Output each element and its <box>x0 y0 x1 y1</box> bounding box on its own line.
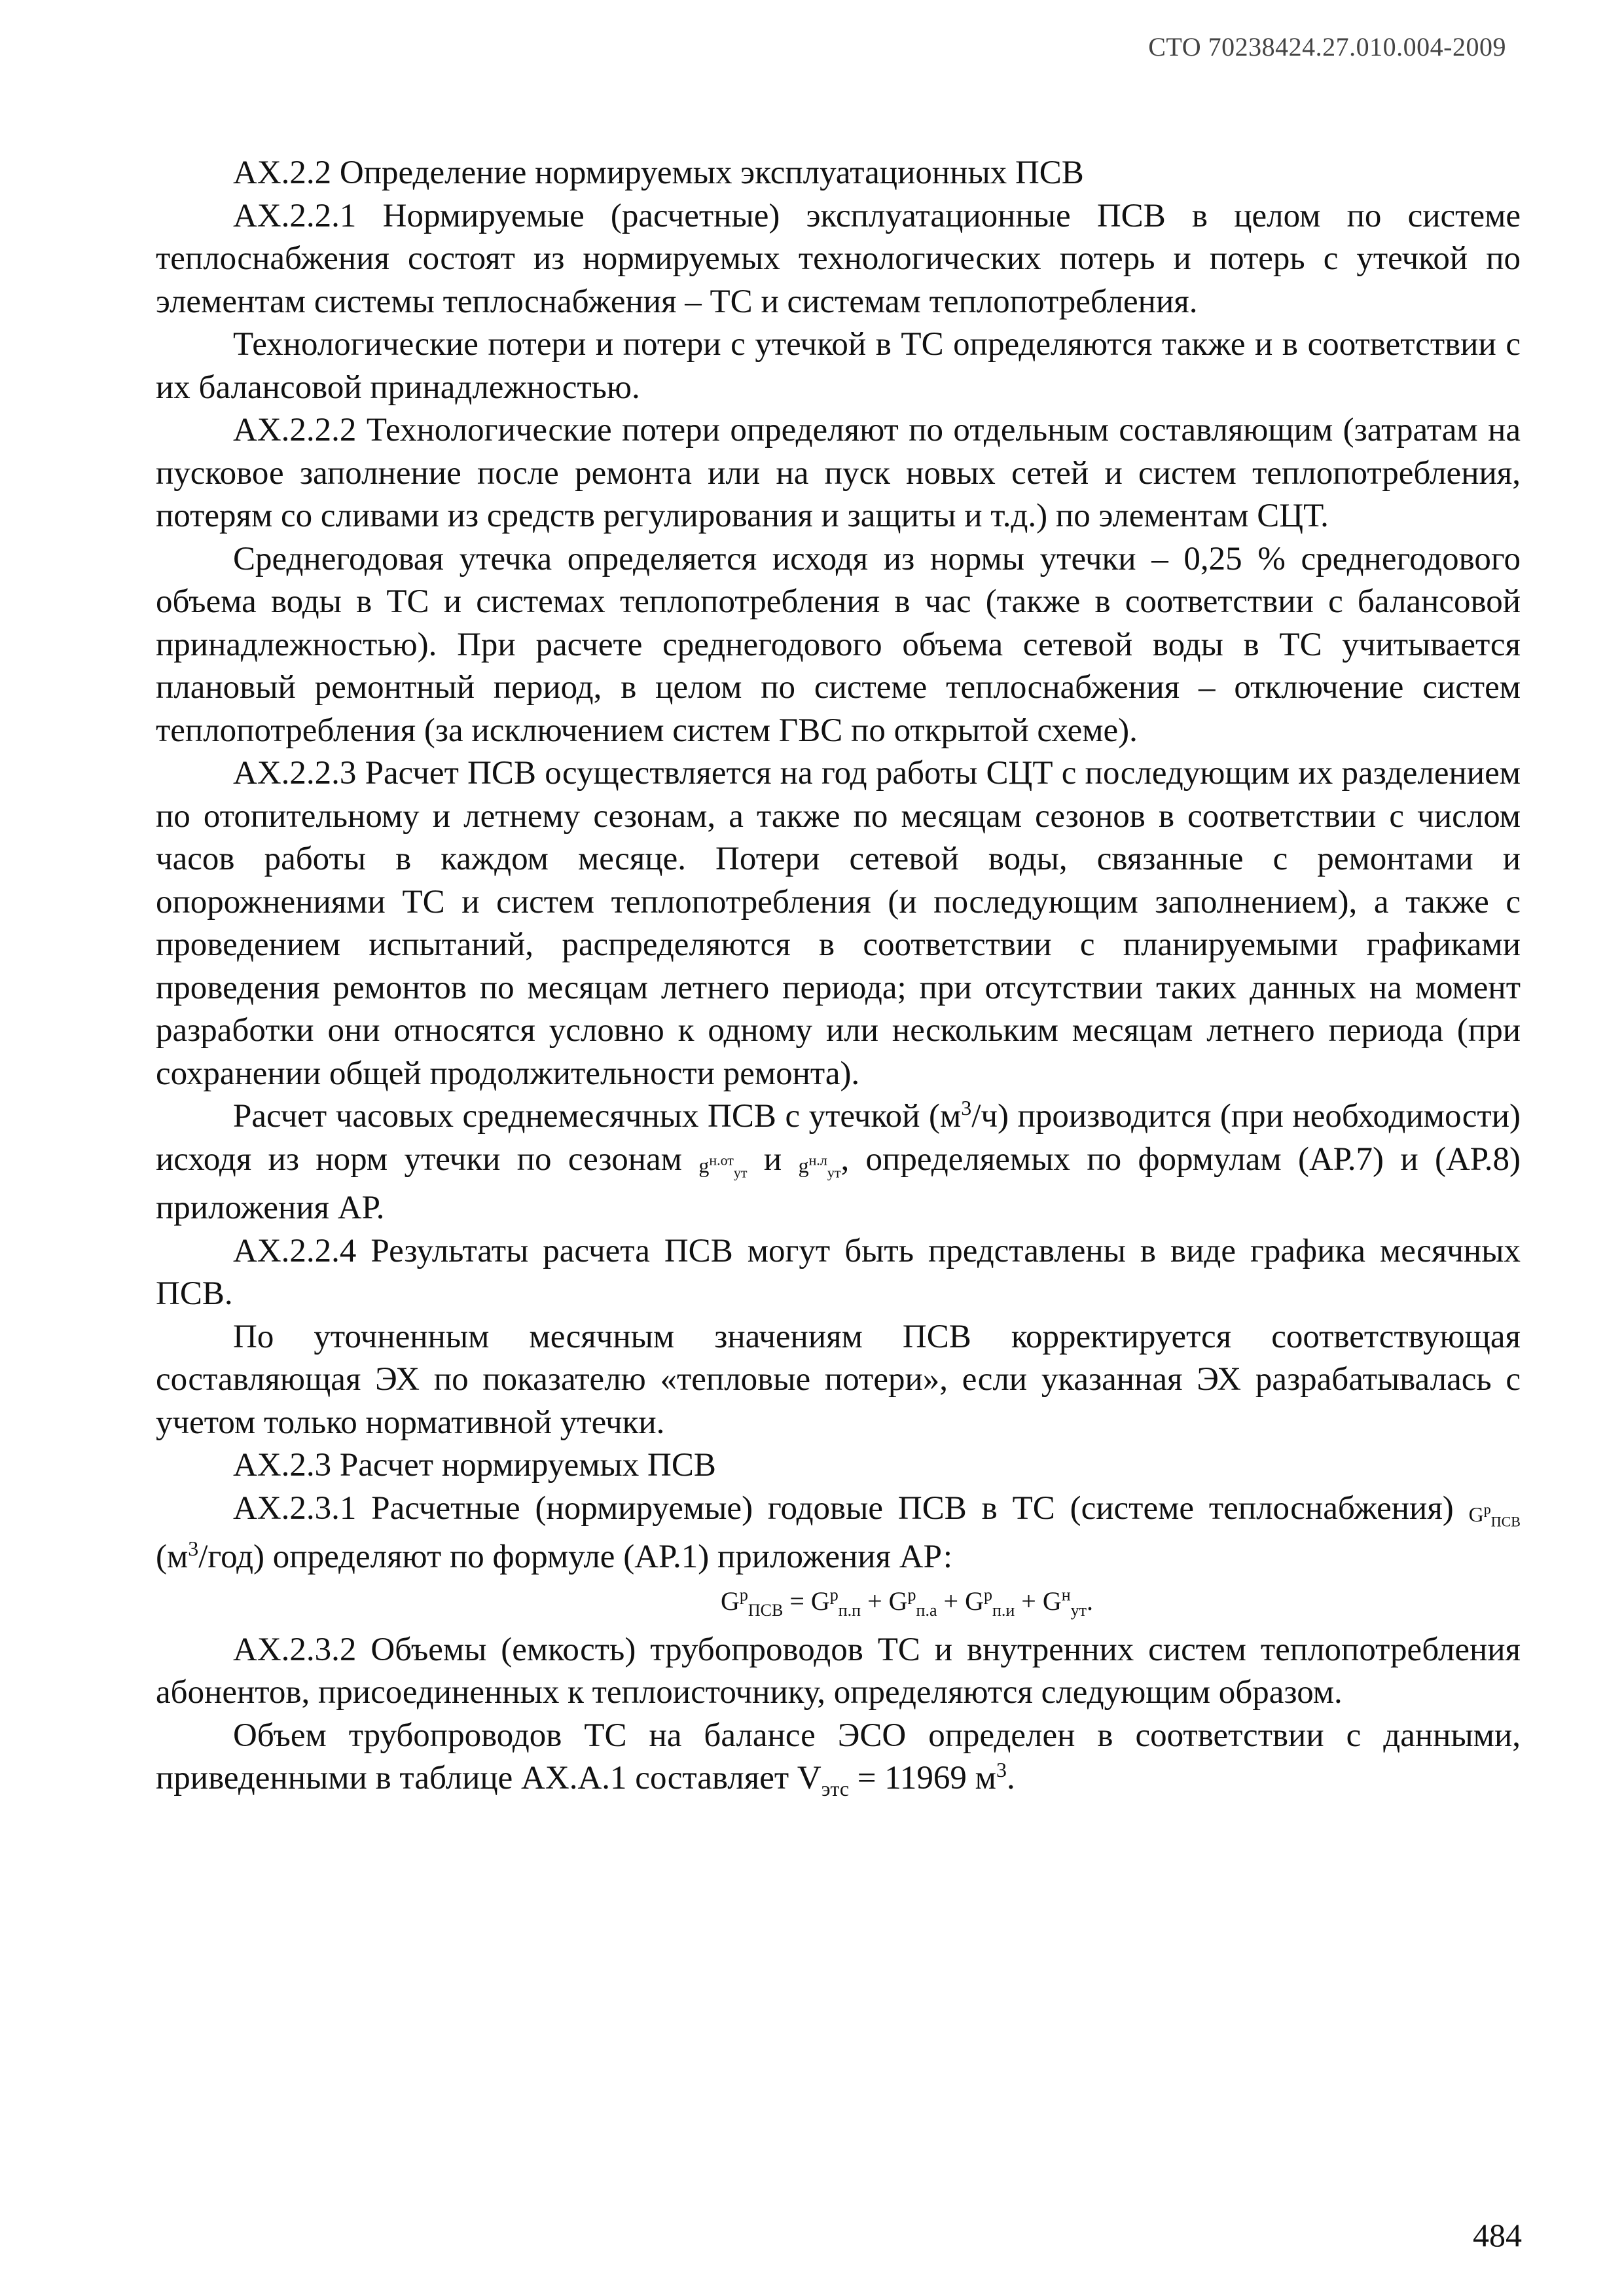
paragraph-annual-losses: АХ.2.3.1 Расчетные (нормируемые) годовые ПСВ в ТС (системе теплоснабжения) $G^р_{ПСВ}$ $(м^3/год)$ определяют по формуле (АР.1) приложения АР: <box>156 1489 1521 1575</box>
paragraph: АХ.2.2.2 Технологические потери определяют по отдельным составляющим (затратам на пусковое заполнение после ремонта или на пуск новых сетей и систем теплопотребления, потерям со сливами из средств регулирования и защиты и т.д.) по элементам СЦТ. <box>156 412 1521 534</box>
paragraph: АХ.2.2.1 Нормируемые (расчетные) эксплуатационные ПСВ в целом по системе теплоснабжения состоят из нормируемых технологических потерь и потерь с утечкой по элементам системы теплоснабжения – ТС и системам теплопотребления. <box>156 197 1521 320</box>
page-number: 484 <box>1473 2217 1522 2253</box>
paragraph: АХ.2.2.3 Расчет ПСВ осуществляется на год работы СЦТ с последующим их разделением по отопительному и летнему сезонам, а также по месяцам сезонов в соответствии с числом часов работы в каждом месяце. Потери сетевой воды, связанные с ремонтами и опорожнениями ТС и систем теплопотребления (и последующим заполнением), а также с проведением испытаний, распределяются в соответствии с планируемыми графиками проведения ремонтов по месяцам летнего периода; при отсутствии таких данных на момент разработки они относятся условно к одному или нескольким месяцам летнего периода (при сохранении общей продолжительности ремонта). <box>156 755 1521 1092</box>
section-heading: АХ.2.3 Расчет нормируемых ПСВ <box>233 1447 716 1484</box>
paragraph: АХ.2.2.4 Результаты расчета ПСВ могут быть представлены в виде графика месячных ПСВ. <box>156 1232 1521 1312</box>
paragraph-volume: Объем трубопроводов ТС на балансе ЭСО определен в соответствии с данными, приведенными в таблице АХ.А.1 составляет $V_{этс} = 11969$ $м^3$. <box>156 1717 1521 1801</box>
document-code: СТО 70238424.27.010.004-2009 <box>1148 32 1506 62</box>
symbol-g-summer: $g^{н.л}_{ут}$ <box>798 1151 841 1180</box>
paragraph: Среднегодовая утечка определяется исходя из нормы утечки – 0,25 % среднегодового объема воды в ТС и системах теплопотребления в час (также в соответствии с балансовой принадлежностью). При расчете среднегодового объема сетевой воды в ТС учитывается плановый ремонтный период, в целом по системе теплоснабжения – отключение систем теплопотребления (за исключением систем ГВС по открытой схеме). <box>156 540 1521 749</box>
symbol-G-psv: $G^р_{ПСВ}$ <box>1468 1500 1521 1529</box>
paragraph: Технологические потери и потери с утечкой в ТС определяются также и в соответствии с их балансовой принадлежностью. <box>156 326 1521 406</box>
formula-ar1: $G^р_{ПСВ} = G^р_{п.п} + G^р_{п.а} + G^р_{п.и} + G^н_{ут}$. <box>720 1585 1094 1620</box>
paragraph: АХ.2.3.2 Объемы (емкость) трубопроводов ТС и внутренних систем теплопотребления абонентов, присоединенных к теплоисточнику, определяются следующим образом. <box>156 1631 1521 1711</box>
section-heading: АХ.2.2 Определение нормируемых эксплуатационных ПСВ <box>233 155 1084 191</box>
paragraph-leak-norms: Расчет часовых среднемесячных ПСВ с утечкой $(м^3/ч)$ производится (при необходимости) исходя из норм утечки по сезонам $g^{н.от}_{ут}$ и $g^{н.л}_{ут}$, определяемых по формулам (АР.7) и (АР.8) приложения АР. <box>156 1096 1521 1226</box>
paragraph: По уточненным месячным значениям ПСВ корректируется соответствующая составляющая ЭХ по показателю «тепловые потери», если указанная ЭХ разрабатывалась с учетом только нормативной утечки. <box>156 1318 1521 1441</box>
document-body <box>156 152 1521 1800</box>
symbol-g-heating: $g^{н.от}_{ут}$ <box>698 1151 748 1180</box>
